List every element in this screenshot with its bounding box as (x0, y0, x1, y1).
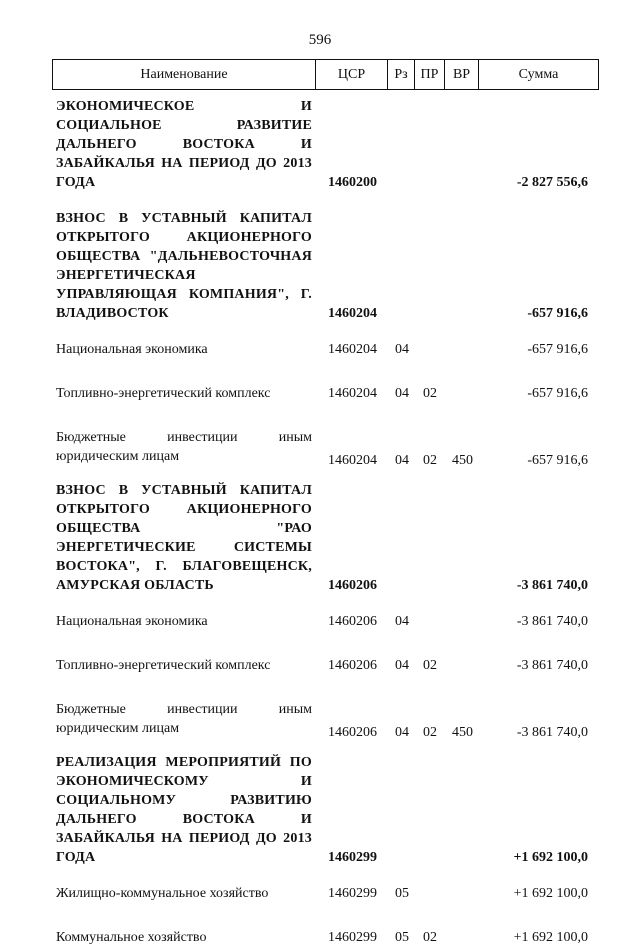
row-name: Топливно-энергетический комплекс (56, 386, 271, 401)
table-row (0, 340, 640, 359)
table-row (0, 884, 640, 903)
row-name: ВЗНОС В УСТАВНЫЙ КАПИТАЛ ОТКРЫТОГО АКЦИОНЕРНОГО ОБЩЕСТВА "ДАЛЬНЕВОСТОЧНАЯ ЭНЕРГЕТИЧЕСКАЯ УПРАВЛЯЮЩАЯ КОМПАНИЯ", Г. ВЛАДИВОСТОК (56, 211, 312, 321)
table-row (0, 384, 640, 403)
row-name: Топливно-энергетический комплекс (56, 658, 271, 673)
row-rz: 04 (395, 614, 409, 629)
header-sum: Сумма (479, 60, 599, 90)
row-sum: -657 916,6 (527, 386, 588, 401)
row-rz: 05 (395, 886, 409, 901)
header-name: Наименование (53, 60, 316, 90)
row-name: ЭКОНОМИЧЕСКОЕ И СОЦИАЛЬНОЕ РАЗВИТИЕ ДАЛЬНЕГО ВОСТОКА И ЗАБАЙКАЛЬЯ НА ПЕРИОД ДО 2013 ГОДА (56, 99, 312, 190)
row-name: Коммунальное хозяйство (56, 930, 207, 945)
row-sum: -657 916,6 (527, 342, 588, 357)
row-name: Национальная экономика (56, 614, 208, 629)
row-pr: 02 (423, 386, 437, 401)
header-vr: ВР (445, 60, 479, 90)
row-pr: 02 (423, 453, 437, 468)
row-name: РЕАЛИЗАЦИЯ МЕРОПРИЯТИЙ ПО ЭКОНОМИЧЕСКОМУ И СОЦИАЛЬНОМУ РАЗВИТИЮ ДАЛЬНЕГО ВОСТОКА И ЗАБАЙКАЛЬЯ НА ПЕРИОД ДО 2013 ГОДА (56, 755, 312, 865)
row-name: ВЗНОС В УСТАВНЫЙ КАПИТАЛ ОТКРЫТОГО АКЦИОНЕРНОГО ОБЩЕСТВА "РАО ЭНЕРГЕТИЧЕСКИЕ СИСТЕМЫ ВОСТОКА", Г. БЛАГОВЕЩЕНСК, АМУРСКАЯ ОБЛАСТЬ (56, 483, 312, 593)
row-name: Жилищно-коммунальное хозяйство (56, 886, 269, 901)
row-pr: 02 (423, 658, 437, 673)
row-csr: 1460204 (328, 453, 377, 468)
row-sum: -3 861 740,0 (516, 725, 588, 740)
table-row (0, 700, 640, 738)
header-rz: Рз (388, 60, 415, 90)
row-csr: 1460299 (328, 930, 377, 945)
row-csr: 1460299 (328, 850, 377, 865)
row-csr: 1460299 (328, 886, 377, 901)
row-csr: 1460204 (328, 386, 377, 401)
table-header (52, 59, 599, 90)
table-row (0, 928, 640, 947)
row-csr: 1460206 (328, 725, 377, 740)
row-name: Бюджетные инвестиции иным юридическим лицам (56, 430, 312, 464)
row-sum: -657 916,6 (527, 306, 588, 321)
row-pr: 02 (423, 725, 437, 740)
row-rz: 04 (395, 658, 409, 673)
row-csr: 1460206 (328, 658, 377, 673)
row-rz: 04 (395, 342, 409, 357)
row-csr: 1460204 (328, 306, 377, 321)
header-pr: ПР (415, 60, 445, 90)
table-row (0, 612, 640, 631)
row-sum: -3 861 740,0 (516, 578, 588, 593)
row-csr: 1460204 (328, 342, 377, 357)
row-rz: 04 (395, 386, 409, 401)
row-name: Национальная экономика (56, 342, 208, 357)
row-csr: 1460200 (328, 175, 377, 190)
header-csr: ЦСР (316, 60, 388, 90)
row-sum: +1 692 100,0 (513, 930, 588, 945)
row-pr: 02 (423, 930, 437, 945)
row-name: Бюджетные инвестиции иным юридическим лицам (56, 702, 312, 736)
table-row (0, 209, 640, 323)
row-rz: 04 (395, 453, 409, 468)
row-csr: 1460206 (328, 578, 377, 593)
row-rz: 04 (395, 725, 409, 740)
row-csr: 1460206 (328, 614, 377, 629)
table-row (0, 97, 640, 192)
row-sum: +1 692 100,0 (513, 850, 588, 865)
row-rz: 05 (395, 930, 409, 945)
row-sum: -3 861 740,0 (516, 614, 588, 629)
row-vr: 450 (452, 725, 473, 740)
table-row (0, 656, 640, 675)
table-row (0, 428, 640, 466)
row-sum: -2 827 556,6 (516, 175, 588, 190)
row-sum: -657 916,6 (527, 453, 588, 468)
table-row (0, 481, 640, 595)
row-sum: +1 692 100,0 (513, 886, 588, 901)
table-row (0, 753, 640, 867)
row-sum: -3 861 740,0 (516, 658, 588, 673)
page-number: 596 (308, 32, 332, 48)
row-vr: 450 (452, 453, 473, 468)
